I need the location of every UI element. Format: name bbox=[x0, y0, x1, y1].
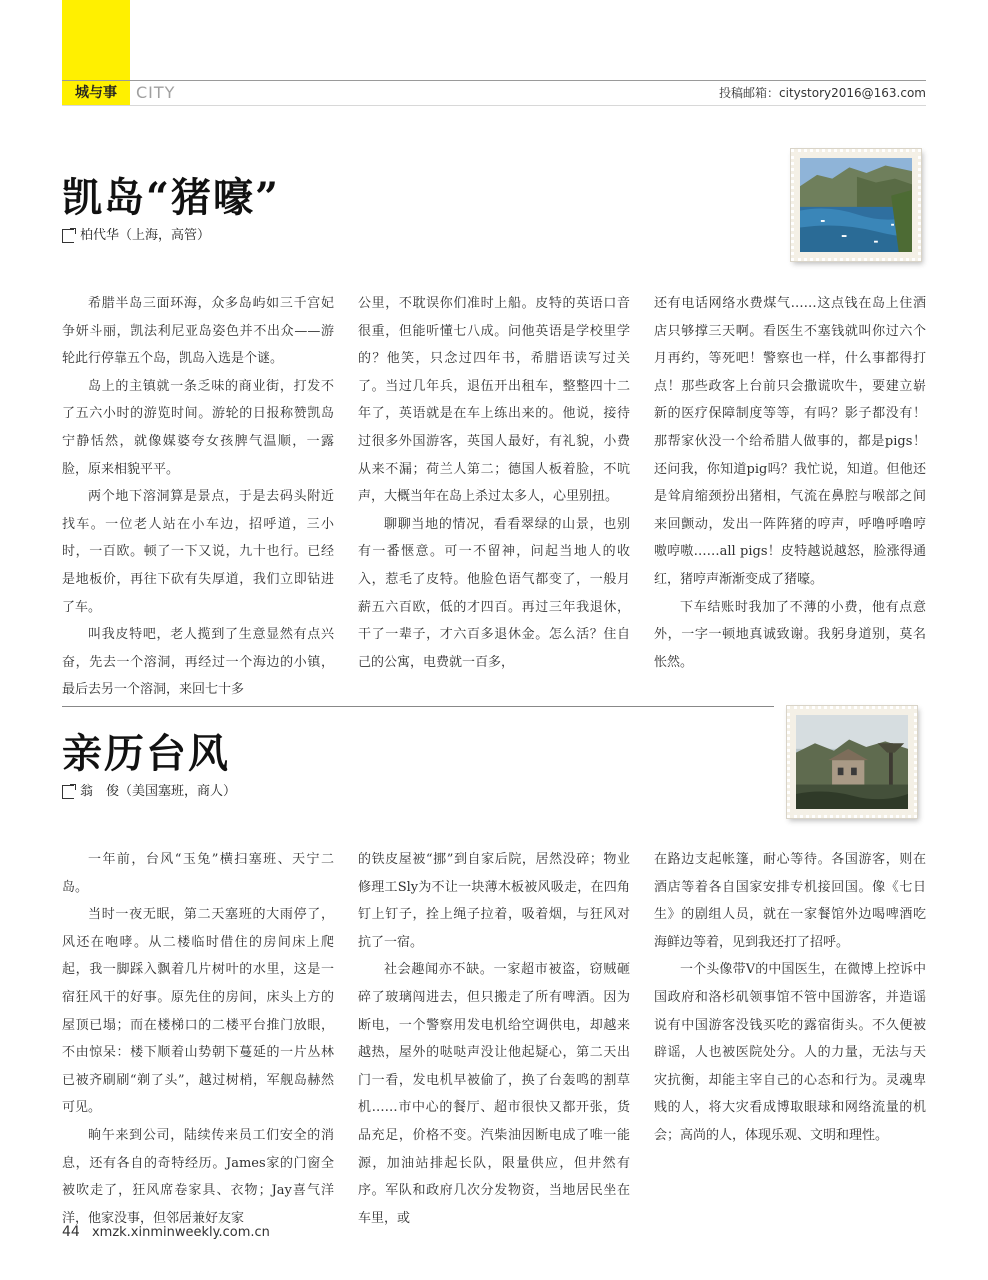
article1-body bbox=[62, 290, 926, 704]
paragraph: 下车结账时我加了不薄的小费，他有点意外，一字一顿地真诚致谢。我躬身道别，莫名怅然。 bbox=[654, 599, 926, 670]
paragraph: 在路边支起帐篷，耐心等待。各国游客，则在酒店等着各自国家安排专机接回国。像《七日生》的剧组人员，就在一家餐馆外边喝啤酒吃海鲜边等着，见到我还打了招呼。 bbox=[654, 852, 926, 950]
header-sub-rule bbox=[62, 105, 926, 106]
paragraph: 叫我皮特吧，老人揽到了生意显然有点兴奋，先去一个溶洞，再经过一个海边的小镇，最后去另一个溶洞，来回七十多 bbox=[62, 627, 334, 698]
paragraph: 一年前，台风“玉兔”横扫塞班、天宁二岛。 bbox=[62, 852, 334, 895]
article1-author: 柏代华（上海，高管） bbox=[80, 228, 211, 243]
paragraph: 晌午来到公司，陆续传来员工们安全的消息，还有各自的奇特经历。James家的门窗全被吹走了，狂风席卷家具、衣物；Jay喜气洋洋，他家没事，但邻居兼好友家 bbox=[62, 1127, 334, 1226]
paragraph: 两个地下溶洞算是景点，于是去码头附近找车。一位老人站在小车边，招呼道，三小时，一百欧。顿了一下又说，九十也行。已经是地板价，再往下砍有失厚道，我们立即钻进了车。 bbox=[62, 489, 334, 615]
article2-byline bbox=[62, 782, 236, 802]
paragraph: 一个头像带V的中国医生，在微博上控诉中国政府和洛杉矶领事馆不管中国游客，并造谣说有中国游客没钱买吃的露宿街头。不久便被辟谣，人也被医院处分。人的力量，无法与天灾抗衡，却能主宰自己的心态和行为。灵魂卑贱的人，将大灾看成博取眼球和网络流量的机会；高尚的人，体现乐观、文明和理性。 bbox=[654, 962, 926, 1143]
paragraph: 还有电话网络水费煤气……这点钱在岛上住酒店只够撑三天啊。看医生不塞钱就叫你过六个月再约，等死吧！警察也一样，什么事都得打点！那些政客上台前只会撒谎吹牛，要建立崭新的医疗保障制度等等，有吗？影子都没有！那帮家伙没一个给希腊人做事的，都是pigs！还问我，你知道pig吗？我忙说，知道。但他还是耸肩缩颈扮出猪相，气流在鼻腔与喉部之间来回颤动，发出一阵阵猪的哼声，呼噜呼噜哼嗷哼嗷……all pigs！皮特越说越怒，脸涨得通红，猪哼声渐渐变成了猪嚎。 bbox=[654, 296, 926, 587]
page-footer bbox=[62, 1224, 270, 1240]
paragraph: 聊聊当地的情况，看看翠绿的山景，也别有一番惬意。可一不留神，问起当地人的收入，惹毛了皮特。他脸色语气都变了，一般月薪五六百欧，低的才四百。再过三年我退休，干了一辈子，才六百多退休金。怎么活？住自己的公寓，电费就一百多， bbox=[358, 516, 630, 670]
typhoon-house-image bbox=[796, 715, 908, 809]
edit-icon bbox=[62, 785, 74, 799]
paragraph: 社会趣闻亦不缺。一家超市被盗，窃贼砸碎了玻璃闯进去，但只搬走了所有啤酒。因为断电，一个警察用发电机给空调供电，却越来越热，屋外的哒哒声没让他起疑心，第二天出门一看，发电机早被偷了，换了台轰鸣的割草机……市中心的餐厅、超市很快又都开张，货品充足，价格不变。汽柴油因断电成了唯一能源，加油站排起长队，限量供应，但井然有序。军队和政府几次分发物资，当地居民坐在车里，或 bbox=[358, 962, 630, 1226]
paragraph: 的铁皮屋被“挪”到自家后院，居然没碎；物业修理工Sly为不让一块薄木板被风吸走，在四角钉上钉子，拴上绳子拉着，吸着烟，与狂风对抗了一宿。 bbox=[358, 852, 630, 950]
paragraph: 当时一夜无眠，第二天塞班的大雨停了，风还在咆哮。从二楼临时借住的房间床上爬起，我一脚踩入飘着几片树叶的水里，这是一宿狂风干的好事。原先住的房间，床头上方的屋顶已塌；而在楼梯口的二楼平台推门放眼，不由惊呆：楼下顺着山势朝下蔓延的一片丛林已被齐刷刷“剃了头”，越过树梢，军舰岛赫然可见。 bbox=[62, 907, 334, 1116]
article1-column-3 bbox=[654, 290, 926, 704]
article1-title: 凯岛“猪嚎” bbox=[62, 174, 281, 221]
paragraph: 岛上的主镇就一条乏味的商业街，打发不了五六小时的游览时间。游轮的日报称赞凯岛宁静恬然，就像媒婆夸女孩脾气温顺，一露脸，原来相貌平平。 bbox=[62, 378, 334, 477]
article2-body bbox=[62, 846, 926, 1232]
page-number: 44 bbox=[62, 1224, 80, 1240]
island-bay-image bbox=[800, 158, 912, 252]
article1-column-2 bbox=[358, 290, 630, 704]
footer-website: xmzk.xinminweekly.com.cn bbox=[91, 1225, 270, 1240]
submission-email: 投稿邮箱：citystory2016@163.com bbox=[719, 86, 926, 100]
article1-byline bbox=[62, 226, 210, 246]
paragraph: 希腊半岛三面环海，众多岛屿如三千宫妃争妍斗丽，凯法利尼亚岛姿色并不出众——游轮此行停靠五个岛，凯岛入选是个谜。 bbox=[62, 296, 334, 367]
section-tag: 城与事 bbox=[62, 81, 130, 105]
paragraph: 公里，不耽误你们准时上船。皮特的英语口音很重，但能听懂七八成。问他英语是学校里学的？他笑，只念过四年书，希腊语读写过关了。当过几年兵，退伍开出租车，整整四十二年了，英语就是在车上练出来的。他说，接待过很多外国游客，英国人最好，有礼貌，小费从来不漏；荷兰人第二；德国人板着脸，不吭声，大概当年在岛上杀过太多人，心里别扭。 bbox=[358, 296, 630, 505]
article2-column-1 bbox=[62, 846, 334, 1232]
section-label-en: CITY bbox=[136, 83, 176, 102]
article2-column-2 bbox=[358, 846, 630, 1232]
header-color-block bbox=[62, 0, 130, 80]
article2-title: 亲历台风 bbox=[62, 730, 230, 777]
article2-stamp-photo bbox=[787, 706, 917, 818]
article1-stamp-photo bbox=[791, 149, 921, 261]
article-divider bbox=[62, 706, 774, 707]
edit-icon bbox=[62, 229, 74, 243]
article2-column-3 bbox=[654, 846, 926, 1232]
article1-column-1 bbox=[62, 290, 334, 704]
article2-author: 翁 俊（美国塞班，商人） bbox=[80, 784, 237, 799]
